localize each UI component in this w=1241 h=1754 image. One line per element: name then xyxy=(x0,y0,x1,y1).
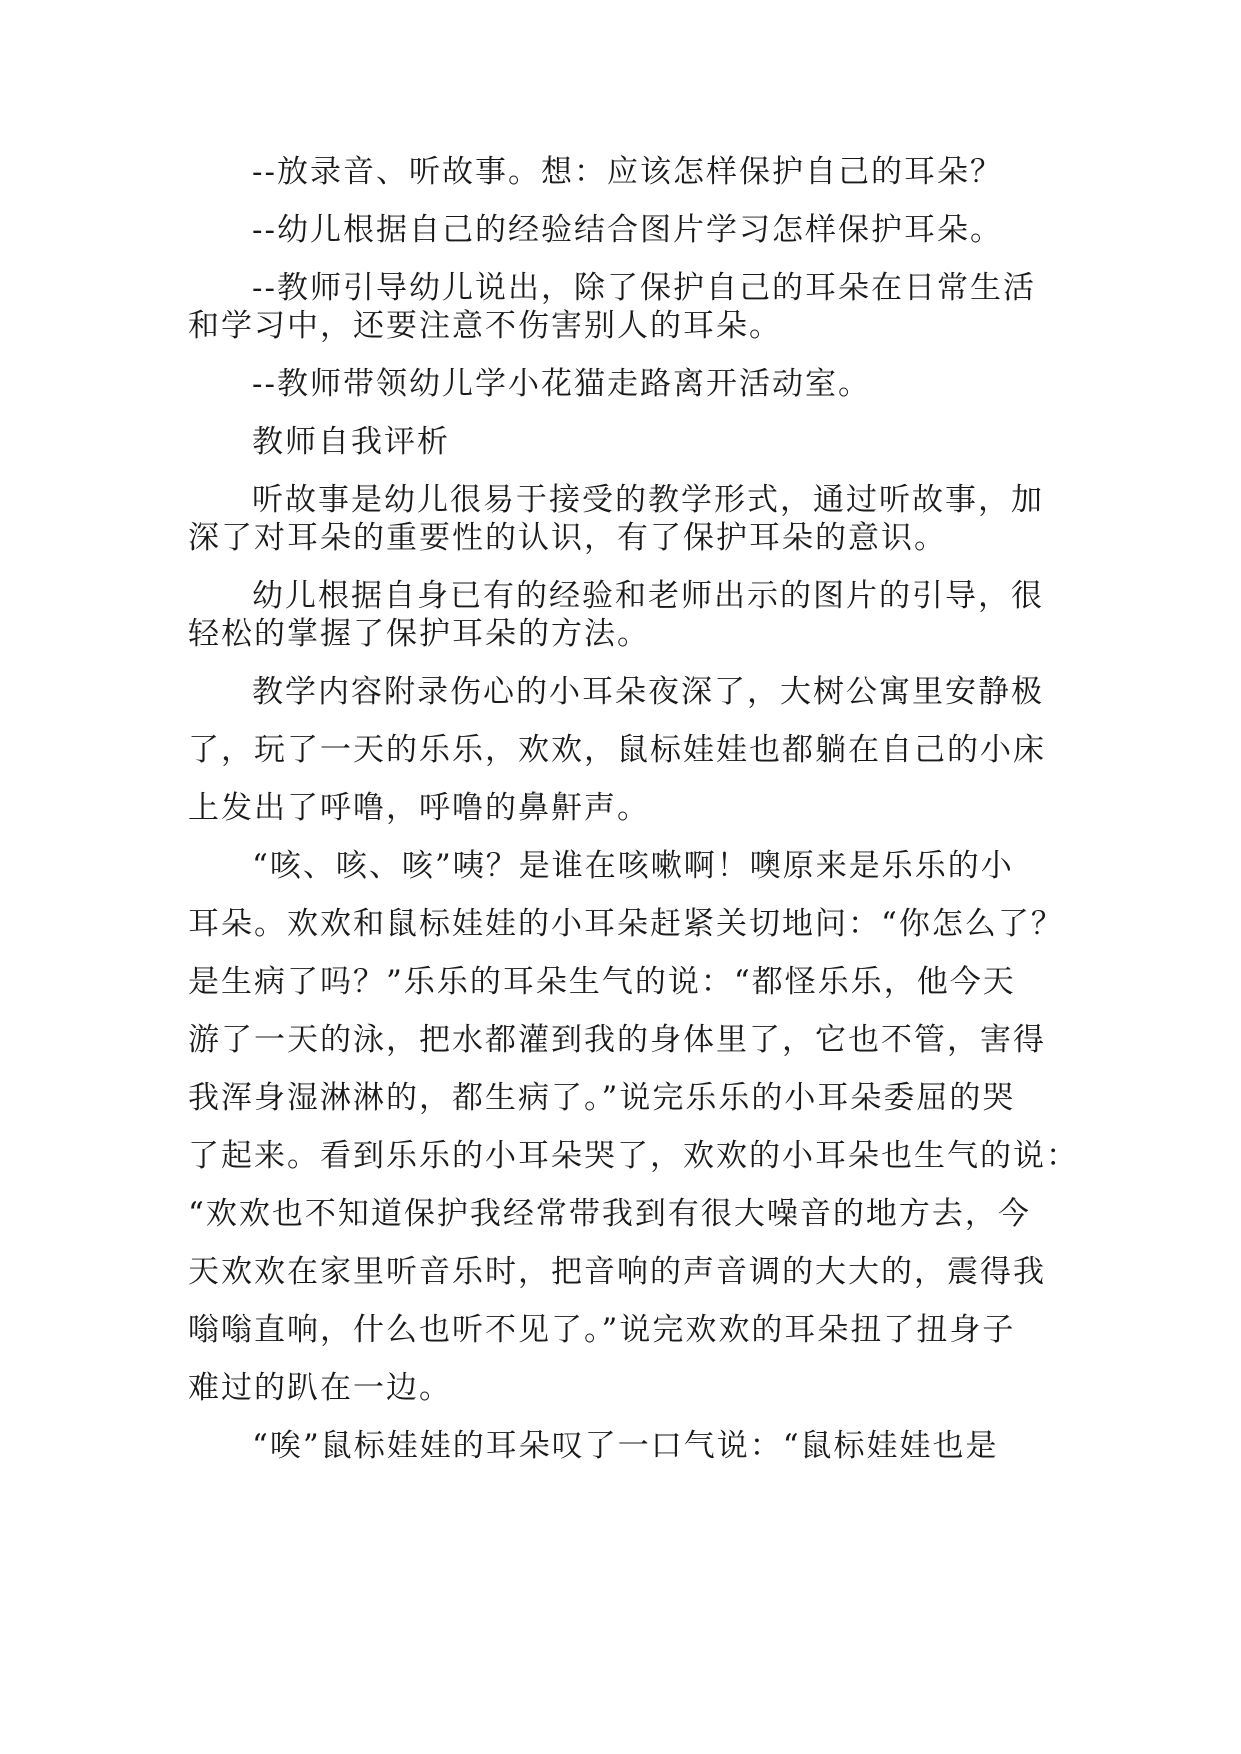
text-line: 是生病了吗？”乐乐的耳朵生气的说：“都怪乐乐，他今天 xyxy=(188,964,1016,1000)
text-line: 轻松的掌握了保护耳朵的方法。 xyxy=(188,616,650,652)
text-line: 天欢欢在家里听音乐时，把音响的声音调的大大的，震得我 xyxy=(188,1254,1046,1290)
text-line: “咳、咳、咳”咦？是谁在咳嗽啊！噢原来是乐乐的小 xyxy=(252,848,1014,884)
section-heading: 教师自我评析 xyxy=(252,424,450,460)
text-line: 听故事是幼儿很易于接受的教学形式，通过听故事，加 xyxy=(252,482,1044,518)
text-line: 和学习中，还要注意不伤害别人的耳朵。 xyxy=(188,308,782,344)
text-line: 我浑身湿淋淋的，都生病了。”说完乐乐的小耳朵委屈的哭 xyxy=(188,1080,1016,1116)
text-line: --教师带领幼儿学小花猫走路离开活动室。 xyxy=(252,366,871,402)
text-line: 教学内容附录伤心的小耳朵夜深了，大树公寓里安静极 xyxy=(252,674,1044,710)
text-line: 了，玩了一天的乐乐，欢欢，鼠标娃娃也都躺在自己的小床 xyxy=(188,732,1046,768)
text-line: “欢欢也不知道保护我经常带我到有很大噪音的地方去，今 xyxy=(188,1196,1031,1232)
text-line: 耳朵。欢欢和鼠标娃娃的小耳朵赶紧关切地问：“你怎么了？ xyxy=(188,906,1064,942)
text-line: “唉”鼠标娃娃的耳朵叹了一口气说：“鼠标娃娃也是 xyxy=(252,1428,999,1464)
text-line: 了起来。看到乐乐的小耳朵哭了，欢欢的小耳朵也生气的说： xyxy=(188,1138,1079,1174)
text-line: 难过的趴在一边。 xyxy=(188,1370,452,1406)
text-line: 深了对耳朵的重要性的认识，有了保护耳朵的意识。 xyxy=(188,520,947,556)
text-line: 嗡嗡直响，什么也听不见了。”说完欢欢的耳朵扭了扭身子 xyxy=(188,1312,1016,1348)
text-line: --放录音、听故事。想：应该怎样保护自己的耳朵？ xyxy=(252,154,1003,190)
text-line: --幼儿根据自己的经验结合图片学习怎样保护耳朵。 xyxy=(252,212,1003,248)
text-line: 幼儿根据自身已有的经验和老师出示的图片的引导，很 xyxy=(252,578,1044,614)
text-line: 游了一天的泳，把水都灌到我的身体里了，它也不管，害得 xyxy=(188,1022,1046,1058)
text-line: 上发出了呼噜，呼噜的鼻鼾声。 xyxy=(188,790,650,826)
text-line: --教师引导幼儿说出，除了保护自己的耳朵在日常生活 xyxy=(252,270,1036,306)
